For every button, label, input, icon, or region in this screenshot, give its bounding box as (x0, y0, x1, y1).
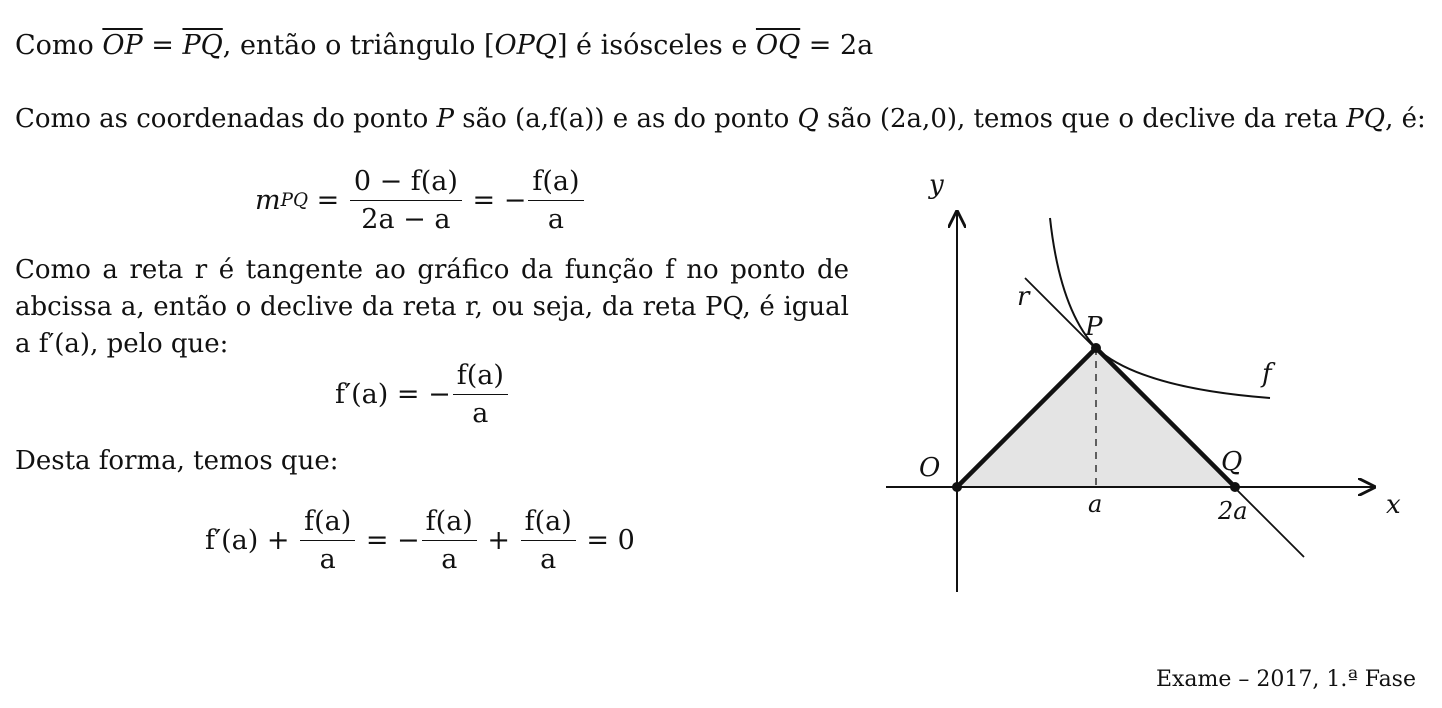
l1-text-end: = 2a (800, 30, 874, 61)
tangent-paragraph: Como a reta r é tangente ao gráfico da função f no ponto de abcissa a, então o declive da reta r, ou seja, da reta PQ, é igual a f′(a), pelo que: (15, 255, 849, 359)
eq1-equals-minus: = − (463, 185, 527, 217)
conclusion-intro: Desta forma, temos que: (15, 446, 339, 476)
eq3-f2-denominator: a (441, 544, 458, 576)
eq3-lhs: f′(a) + (205, 525, 299, 557)
label-o: O (919, 453, 941, 483)
segment-oq: $\overline{OQ}$ (755, 30, 801, 61)
l2-text-a: Como as coordenadas do ponto (15, 104, 437, 134)
label-p: P (1085, 312, 1103, 342)
eq1-lhs: m (255, 185, 281, 217)
segment-op: $\overline{OP}$ (102, 30, 143, 61)
label-f: f (1262, 359, 1272, 389)
label-x: x (1386, 490, 1401, 520)
eq1-f1-denominator: 2a − a (361, 204, 451, 236)
triangle-opq: OPQ (494, 30, 557, 61)
eq3-f3-denominator: a (540, 544, 557, 576)
tick-label-2a: 2a (1218, 497, 1248, 525)
point-q: Q (797, 104, 819, 134)
eq3-end: = 0 (577, 525, 635, 557)
l2-text-d: , é: (1385, 104, 1426, 134)
eq2-lhs: f′(a) = − (335, 379, 451, 411)
segment-pq: $\overline{PQ}$ (182, 30, 223, 61)
eq3-f1-denominator: a (319, 544, 336, 576)
point-q-dot (1230, 482, 1240, 492)
eq3-plus: + (478, 525, 519, 557)
point-p-dot (1091, 343, 1101, 353)
eq1-equals: = (308, 185, 348, 217)
l2-text-b: são (a,f(a)) e as do ponto (454, 104, 798, 134)
l1-text-mid: , então o triângulo [ (222, 30, 495, 61)
eq1-f2-denominator: a (547, 204, 564, 236)
l1-eq: = (142, 30, 183, 61)
label-r: r (1017, 282, 1030, 312)
line-pq: PQ (1346, 104, 1386, 134)
eq2-denominator: a (472, 398, 489, 430)
eq3-f2-numerator: f(a) (422, 506, 477, 541)
point-p: P (436, 104, 455, 134)
label-y: y (929, 170, 944, 200)
l1-text-mid2: ] é isósceles e (556, 30, 756, 61)
tick-label-a: a (1088, 490, 1103, 518)
eq1-lhs-sub: PQ (280, 190, 309, 212)
l2-text-c: são (2a,0), temos que o declive da reta (818, 104, 1347, 134)
label-q: Q (1221, 447, 1243, 477)
eq3-f1-numerator: f(a) (300, 506, 355, 541)
eq2-numerator: f(a) (453, 360, 508, 395)
eq3-equals-minus: = − (357, 525, 420, 557)
l1-text-como: Como (15, 30, 103, 61)
eq3-f3-numerator: f(a) (521, 506, 576, 541)
eq1-f1-numerator: 0 − f(a) (350, 166, 462, 201)
eq1-f2-numerator: f(a) (528, 166, 583, 201)
point-o-dot (952, 482, 962, 492)
exam-source-footer: Exame – 2017, 1.ª Fase (1155, 667, 1416, 692)
